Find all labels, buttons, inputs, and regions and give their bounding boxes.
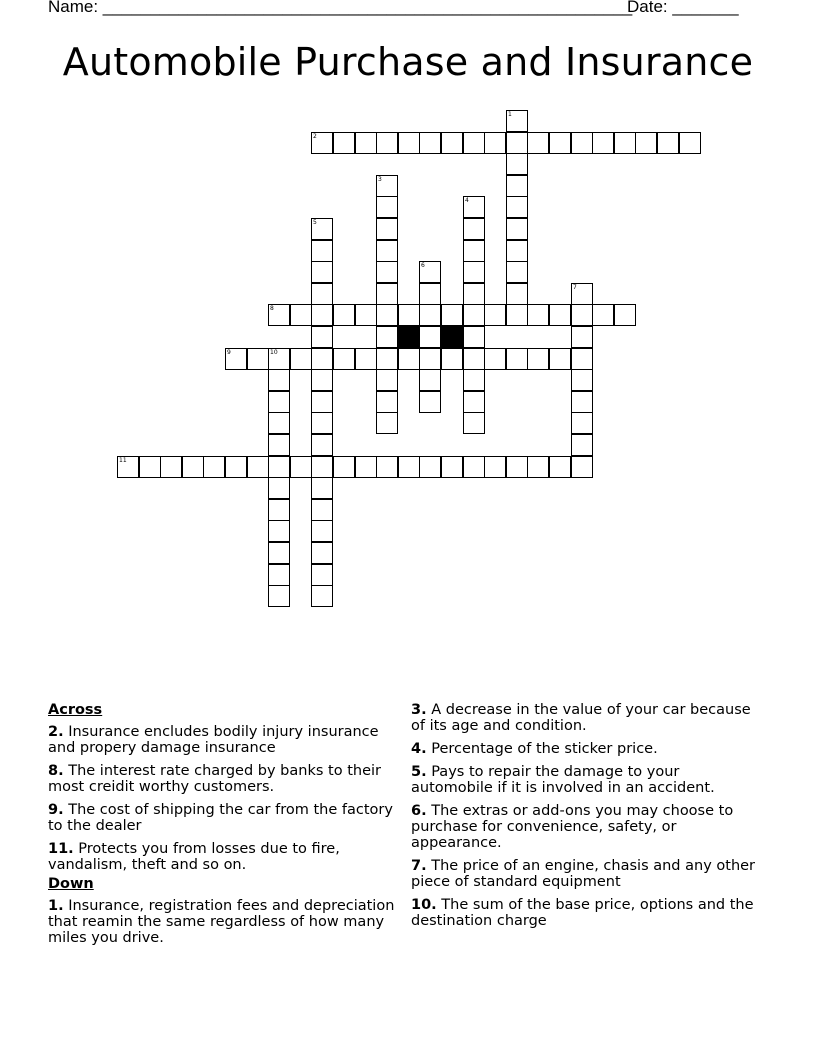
grid-cell[interactable] (376, 240, 398, 262)
grid-cell[interactable] (268, 585, 290, 607)
grid-cell[interactable] (506, 240, 528, 262)
grid-cell[interactable] (419, 391, 441, 413)
grid-cell[interactable] (355, 132, 377, 154)
grid-cell[interactable] (376, 348, 398, 370)
grid-cell[interactable] (117, 456, 139, 478)
grid-cell[interactable] (506, 218, 528, 240)
grid-cell[interactable] (463, 218, 485, 240)
grid-cell[interactable] (463, 196, 485, 218)
clue-across-9: 9. The cost of shipping the car from the factory to the dealer (48, 802, 393, 834)
grid-cell[interactable] (419, 261, 441, 283)
grid-cell[interactable] (635, 132, 657, 154)
grid-cell[interactable] (484, 132, 506, 154)
grid-cell[interactable] (311, 304, 333, 326)
date-field[interactable]: Date: _______ (627, 0, 739, 16)
grid-cell[interactable] (463, 348, 485, 370)
grid-cell[interactable] (247, 348, 269, 370)
grid-cell[interactable] (355, 304, 377, 326)
clues-right-column (411, 702, 761, 936)
grid-cell[interactable] (311, 564, 333, 586)
grid-cell[interactable] (549, 304, 571, 326)
grid-cell[interactable] (160, 456, 182, 478)
grid-cell[interactable] (268, 477, 290, 499)
grid-cell[interactable] (549, 348, 571, 370)
grid-cell[interactable] (268, 542, 290, 564)
clue-number: 7 (573, 284, 577, 291)
grid-cell[interactable] (139, 456, 161, 478)
blocked-cell (398, 326, 420, 348)
clue-number: 8 (270, 305, 274, 312)
grid-cell[interactable] (311, 348, 333, 370)
grid-cell[interactable] (463, 132, 485, 154)
grid-cell[interactable] (225, 348, 247, 370)
grid-cell[interactable] (571, 304, 593, 326)
grid-cell[interactable] (441, 456, 463, 478)
grid-cell[interactable] (376, 218, 398, 240)
grid-cell[interactable] (268, 520, 290, 542)
grid-cell[interactable] (333, 456, 355, 478)
clue-across-8: 8. The interest rate charged by banks to their most creidit worthy customers. (48, 763, 381, 795)
grid-cell[interactable] (376, 132, 398, 154)
clue-down-10: 10. The sum of the base price, options and the destination charge (411, 897, 754, 929)
grid-cell[interactable] (571, 412, 593, 434)
across-heading: Across (48, 702, 103, 718)
clue-across-2: 2. Insurance encludes bodily injury insurance and propery damage insurance (48, 724, 379, 756)
grid-cell[interactable] (506, 261, 528, 283)
grid-cell[interactable] (225, 456, 247, 478)
grid-cell[interactable] (592, 132, 614, 154)
grid-cell[interactable] (311, 326, 333, 348)
grid-cell[interactable] (311, 434, 333, 456)
grid-cell[interactable] (311, 132, 333, 154)
grid-cell[interactable] (463, 456, 485, 478)
grid-cell[interactable] (571, 326, 593, 348)
grid-cell[interactable] (376, 369, 398, 391)
clue-down-5: 5. Pays to repair the damage to your automobile if it is involved in an accident. (411, 764, 715, 796)
grid-cell[interactable] (376, 175, 398, 197)
grid-cell[interactable] (484, 304, 506, 326)
grid-cell[interactable] (398, 132, 420, 154)
grid-cell[interactable] (614, 304, 636, 326)
clue-down-4: 4. Percentage of the sticker price. (411, 741, 658, 757)
grid-cell[interactable] (506, 283, 528, 305)
grid-cell[interactable] (441, 348, 463, 370)
grid-cell[interactable] (247, 456, 269, 478)
grid-cell[interactable] (419, 456, 441, 478)
clue-down-1: 1. Insurance, registration fees and depreciation that reamin the same regardless of how many miles you drive. (48, 898, 395, 946)
grid-cell[interactable] (333, 304, 355, 326)
clue-number: 11 (119, 457, 127, 464)
grid-cell[interactable] (376, 412, 398, 434)
grid-cell[interactable] (463, 326, 485, 348)
clue-across-11: 11. Protects you from losses due to fire, vandalism, theft and so on. (48, 841, 340, 873)
grid-cell[interactable] (549, 132, 571, 154)
grid-cell[interactable] (614, 132, 636, 154)
grid-cell[interactable] (571, 369, 593, 391)
grid-cell[interactable] (657, 132, 679, 154)
grid-cell[interactable] (441, 304, 463, 326)
clue-number: 1 (508, 111, 512, 118)
grid-cell[interactable] (376, 456, 398, 478)
grid-cell[interactable] (376, 391, 398, 413)
grid-cell[interactable] (419, 369, 441, 391)
grid-cell[interactable] (311, 585, 333, 607)
grid-cell[interactable] (527, 304, 549, 326)
clue-number: 2 (313, 133, 317, 140)
grid-cell[interactable] (268, 434, 290, 456)
clue-down-7: 7. The price of an engine, chasis and any other piece of standard equipment (411, 858, 756, 890)
grid-cell[interactable] (419, 283, 441, 305)
grid-cell[interactable] (311, 542, 333, 564)
grid-cell[interactable] (333, 132, 355, 154)
grid-cell[interactable] (506, 132, 528, 154)
clue-number: 5 (313, 219, 317, 226)
grid-cell[interactable] (311, 412, 333, 434)
grid-cell[interactable] (463, 391, 485, 413)
grid-cell[interactable] (290, 304, 312, 326)
grid-cell[interactable] (311, 369, 333, 391)
grid-cell[interactable] (203, 456, 225, 478)
grid-cell[interactable] (268, 456, 290, 478)
grid-cell[interactable] (311, 391, 333, 413)
grid-cell[interactable] (333, 348, 355, 370)
grid-cell[interactable] (311, 283, 333, 305)
grid-cell[interactable] (398, 456, 420, 478)
clues-left-column (48, 702, 408, 953)
grid-cell[interactable] (311, 456, 333, 478)
clue-down-6: 6. The extras or add-ons you may choose to purchase for convenience, safety, or appearance. (411, 803, 734, 851)
grid-cell[interactable] (571, 434, 593, 456)
grid-cell[interactable] (441, 132, 463, 154)
grid-cell[interactable] (376, 283, 398, 305)
grid-cell[interactable] (268, 499, 290, 521)
grid-cell[interactable] (592, 304, 614, 326)
grid-cell[interactable] (398, 304, 420, 326)
grid-cell[interactable] (527, 132, 549, 154)
grid-cell[interactable] (463, 283, 485, 305)
grid-cell[interactable] (355, 456, 377, 478)
grid-cell[interactable] (268, 564, 290, 586)
grid-cell[interactable] (376, 196, 398, 218)
grid-cell[interactable] (268, 369, 290, 391)
grid-cell[interactable] (419, 348, 441, 370)
clue-number: 3 (378, 176, 382, 183)
grid-cell[interactable] (419, 326, 441, 348)
grid-cell[interactable] (182, 456, 204, 478)
grid-cell[interactable] (311, 218, 333, 240)
grid-cell[interactable] (679, 132, 701, 154)
blocked-cell (441, 326, 463, 348)
grid-cell[interactable] (484, 348, 506, 370)
grid-cell[interactable] (506, 196, 528, 218)
grid-cell[interactable] (419, 132, 441, 154)
grid-cell[interactable] (506, 456, 528, 478)
grid-cell[interactable] (549, 456, 571, 478)
grid-cell[interactable] (376, 304, 398, 326)
grid-cell[interactable] (268, 391, 290, 413)
grid-cell[interactable] (311, 477, 333, 499)
clue-down-3: 3. A decrease in the value of your car because of its age and condition. (411, 702, 751, 734)
grid-cell[interactable] (376, 261, 398, 283)
clue-number: 10 (270, 349, 278, 356)
grid-cell[interactable] (527, 456, 549, 478)
grid-cell[interactable] (463, 240, 485, 262)
grid-cell[interactable] (506, 348, 528, 370)
grid-cell[interactable] (571, 456, 593, 478)
grid-cell[interactable] (290, 348, 312, 370)
grid-cell[interactable] (268, 348, 290, 370)
grid-cell[interactable] (268, 304, 290, 326)
grid-cell[interactable] (484, 456, 506, 478)
clue-number: 6 (421, 262, 425, 269)
grid-cell[interactable] (419, 304, 441, 326)
grid-cell[interactable] (463, 369, 485, 391)
grid-cell[interactable] (571, 283, 593, 305)
grid-cell[interactable] (311, 240, 333, 262)
grid-cell[interactable] (506, 110, 528, 132)
grid-cell[interactable] (463, 412, 485, 434)
grid-cell[interactable] (355, 348, 377, 370)
grid-cell[interactable] (571, 132, 593, 154)
clue-number: 4 (465, 197, 469, 204)
grid-cell[interactable] (463, 261, 485, 283)
grid-cell[interactable] (506, 153, 528, 175)
grid-cell[interactable] (506, 304, 528, 326)
grid-cell[interactable] (463, 304, 485, 326)
grid-cell[interactable] (311, 520, 333, 542)
page-title: Automobile Purchase and Insurance (62, 40, 754, 84)
grid-cell[interactable] (376, 326, 398, 348)
name-field[interactable]: Name: ________________________________________________________ (48, 0, 633, 16)
down-heading: Down (48, 876, 94, 892)
clue-number: 9 (227, 349, 231, 356)
grid-cell[interactable] (311, 499, 333, 521)
grid-cell[interactable] (311, 261, 333, 283)
grid-cell[interactable] (268, 412, 290, 434)
grid-cell[interactable] (527, 348, 549, 370)
grid-cell[interactable] (398, 348, 420, 370)
grid-cell[interactable] (290, 456, 312, 478)
grid-cell[interactable] (571, 391, 593, 413)
grid-cell[interactable] (571, 348, 593, 370)
grid-cell[interactable] (506, 175, 528, 197)
